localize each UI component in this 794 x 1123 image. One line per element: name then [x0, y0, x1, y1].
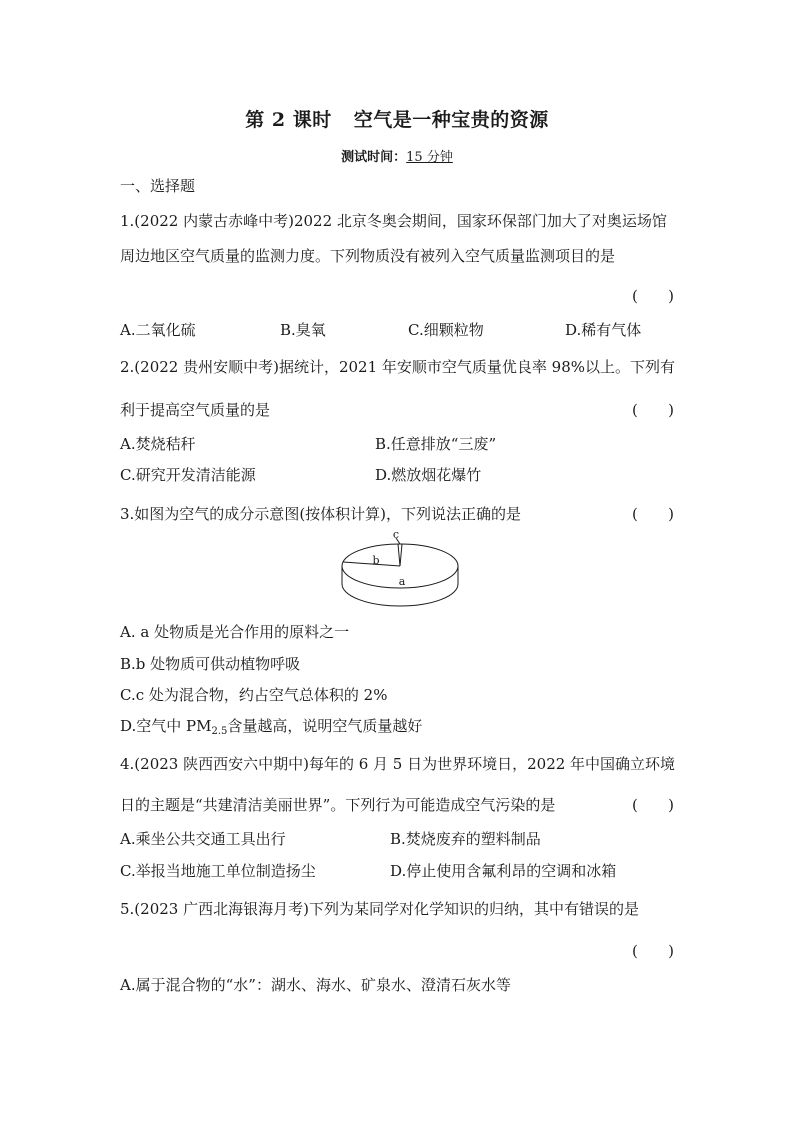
air-composition-pie-figure — [338, 528, 463, 614]
q4-option-c: C.举报当地施工单位制造扬尘 — [120, 862, 316, 880]
q4-option-a: A.乘坐公共交通工具出行 — [120, 830, 286, 848]
q2-option-a: A.焚烧秸秆 — [120, 435, 196, 453]
q5-answer-blank: ( ) — [632, 942, 674, 960]
q2-option-b: B.任意排放“三废” — [375, 435, 497, 453]
q4-stem-line1: 4.(2023 陕西西安六中期中)每年的 6 月 5 日为世界环境日，2022 年中国确立环境 — [120, 755, 676, 773]
q4-stem-line2: 日的主题是“共建清洁美丽世界”。下列行为可能造成空气污染的是 — [120, 796, 556, 814]
q4-answer-blank: ( ) — [632, 796, 674, 814]
q4-option-d: D.停止使用含氟利昂的空调和冰箱 — [390, 862, 617, 880]
q3-option-b: B.b 处物质可供动植物呼吸 — [120, 655, 301, 673]
q1-option-d: D.稀有气体 — [565, 321, 642, 339]
q1-stem-line1: 1.(2022 内蒙古赤峰中考)2022 北京冬奥会期间，国家环保部门加大了对奥运场馆 — [120, 212, 667, 230]
q3-answer-blank: ( ) — [632, 505, 674, 523]
page-title: 第 2 课时 空气是一种宝贵的资源 — [245, 109, 549, 131]
q4-option-b: B.焚烧废弃的塑料制品 — [390, 830, 541, 848]
test-time-value: 15 分钟 — [406, 150, 453, 165]
pie-label-c: c — [392, 528, 400, 541]
pie-label-a: a — [398, 575, 406, 588]
q1-stem-line2: 周边地区空气质量的监测力度。下列物质没有被列入空气质量监测项目的是 — [120, 247, 616, 265]
pie-label-b: b — [372, 554, 380, 567]
q2-option-c: C.研究开发清洁能源 — [120, 466, 256, 484]
q3-option-a: A. a 处物质是光合作用的原料之一 — [120, 623, 350, 641]
q5-stem: 5.(2023 广西北海银海月考)下列为某同学对化学知识的归纳，其中有错误的是 — [120, 900, 639, 918]
q1-option-b: B.臭氧 — [280, 321, 326, 339]
q2-stem-line1: 2.(2022 贵州安顺中考)据统计，2021 年安顺市空气质量优良率 98%以上。下列有 — [120, 358, 676, 376]
q1-option-a: A.二氧化硫 — [120, 321, 196, 339]
q3-stem: 3.如图为空气的成分示意图(按体积计算)，下列说法正确的是 — [120, 505, 522, 523]
q1-option-c: C.细颗粒物 — [408, 321, 484, 339]
test-time: 测试时间：15 分钟 — [341, 150, 453, 165]
q2-stem-line2: 利于提高空气质量的是 — [120, 401, 271, 419]
q2-answer-blank: ( ) — [632, 401, 674, 419]
q3-option-d: D.空气中 $PM_{2.5}$含量越高，说明空气质量越好 — [120, 717, 423, 737]
section-heading: 一、选择题 — [120, 177, 196, 195]
q1-answer-blank: ( ) — [632, 287, 674, 305]
q3-option-c: C.c 处为混合物，约占空气总体积的 2% — [120, 686, 388, 704]
q5-option-a: A.属于混合物的“水”：湖水、海水、矿泉水、澄清石灰水等 — [120, 976, 511, 994]
q2-option-d: D.燃放烟花爆竹 — [375, 466, 482, 484]
